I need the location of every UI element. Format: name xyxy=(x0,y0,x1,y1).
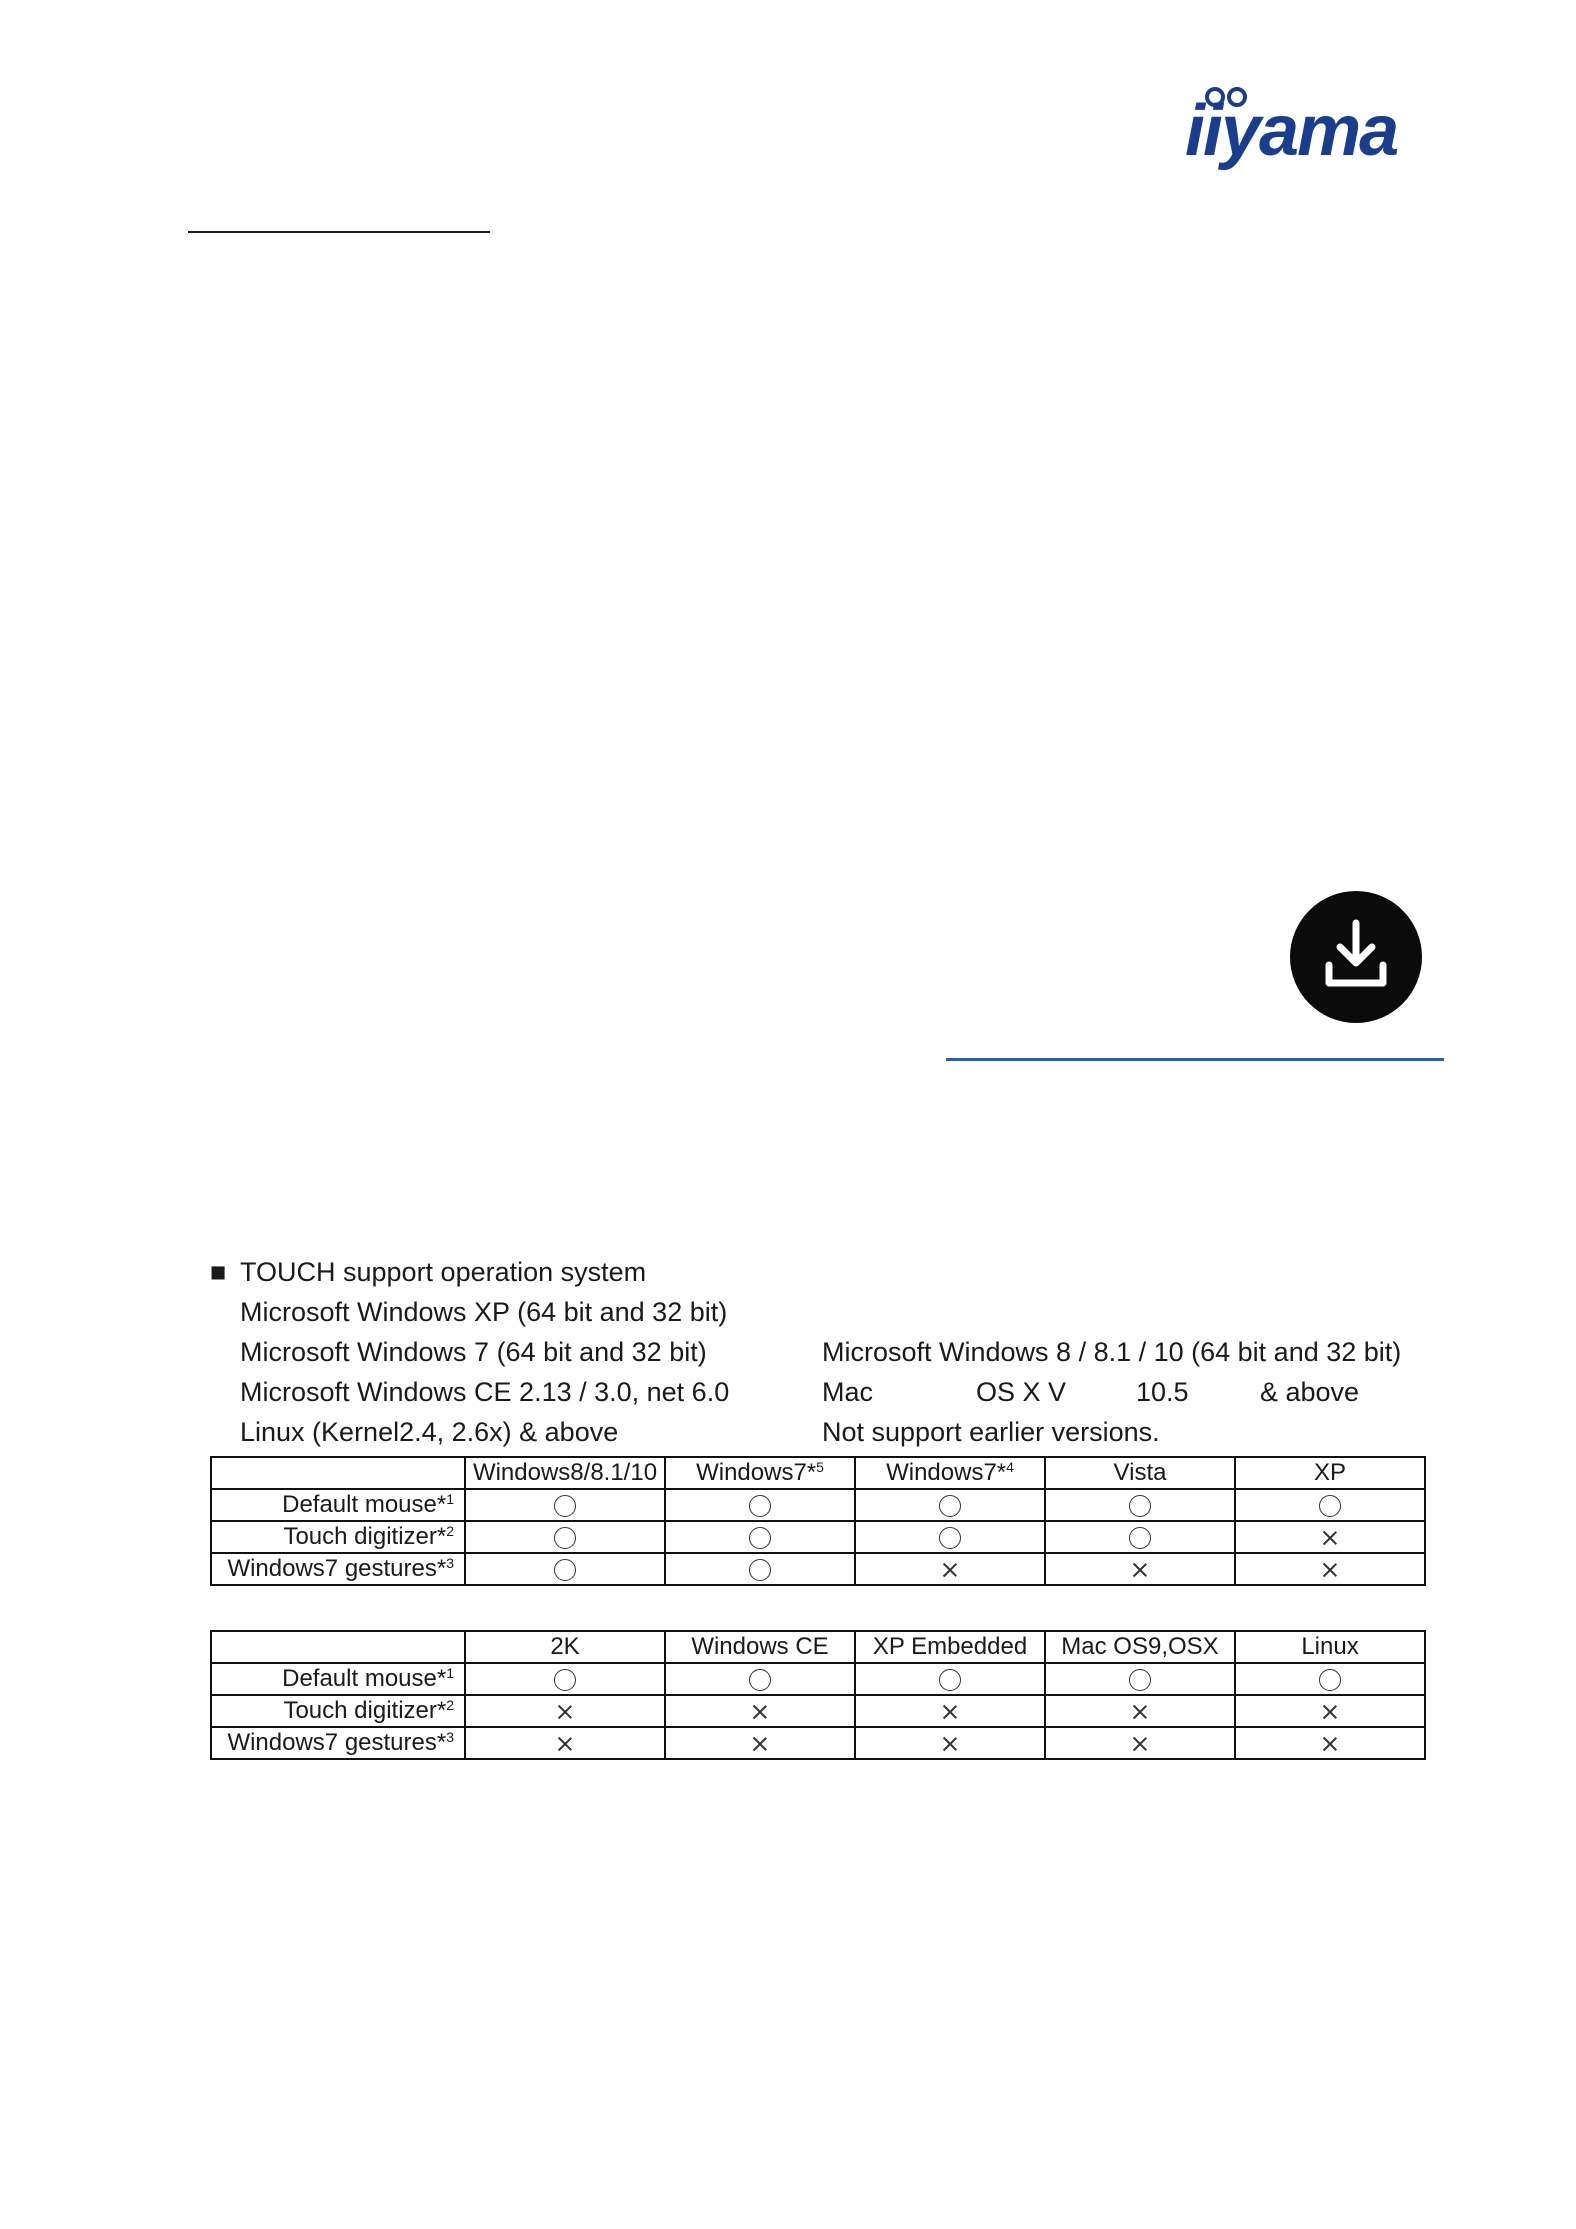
os-table-2 xyxy=(210,1630,1426,1760)
table-row xyxy=(211,1727,1425,1759)
column-header: Windows7*$^5$ xyxy=(665,1457,855,1489)
support-cell xyxy=(665,1489,855,1521)
supported-circle-icon xyxy=(1319,1669,1341,1691)
table-row xyxy=(211,1489,1425,1521)
unsupported-cross-icon xyxy=(555,1702,575,1722)
unsupported-cross-icon xyxy=(1320,1702,1340,1722)
supported-circle-icon xyxy=(1129,1495,1151,1517)
column-header: Vista xyxy=(1045,1457,1235,1489)
spec-note: Not support earlier versions. xyxy=(822,1417,1160,1447)
support-cell xyxy=(1235,1521,1425,1553)
table-corner-cell xyxy=(211,1631,465,1663)
row-label: Touch digitizer*$^2$ xyxy=(211,1521,465,1553)
table-header-row xyxy=(211,1631,1425,1663)
support-cell xyxy=(855,1489,1045,1521)
support-cell xyxy=(465,1489,665,1521)
supported-circle-icon xyxy=(749,1669,771,1691)
spec-line-win7: Microsoft Windows 7 (64 bit and 32 bit) xyxy=(240,1337,707,1367)
download-button[interactable] xyxy=(1290,891,1422,1023)
spec-line-linux: Linux (Kernel2.4, 2.6x) & above xyxy=(240,1417,619,1447)
support-cell xyxy=(1045,1695,1235,1727)
supported-circle-icon xyxy=(554,1527,576,1549)
support-cell xyxy=(1045,1727,1235,1759)
unsupported-cross-icon xyxy=(940,1734,960,1754)
unsupported-cross-icon xyxy=(1130,1560,1150,1580)
column-header: Windows8/8.1/10 xyxy=(465,1457,665,1489)
support-cell xyxy=(855,1727,1045,1759)
column-header: Mac OS9,OSX xyxy=(1045,1631,1235,1663)
spec-line-winxp: Microsoft Windows XP (64 bit and 32 bit) xyxy=(240,1297,728,1327)
row-label: Default mouse*$^1$ xyxy=(211,1489,465,1521)
support-cell xyxy=(855,1521,1045,1553)
supported-circle-icon xyxy=(939,1527,961,1549)
column-header: Linux xyxy=(1235,1631,1425,1663)
spec-line-wince: Microsoft Windows CE 2.13 / 3.0, net 6.0 xyxy=(240,1377,730,1407)
support-cell xyxy=(1235,1553,1425,1585)
supported-circle-icon xyxy=(939,1669,961,1691)
support-cell xyxy=(1235,1489,1425,1521)
unsupported-cross-icon xyxy=(1320,1560,1340,1580)
support-cell xyxy=(665,1727,855,1759)
column-header: XP Embedded xyxy=(855,1631,1045,1663)
unsupported-cross-icon xyxy=(1320,1528,1340,1548)
row-label: Touch digitizer*$^2$ xyxy=(211,1695,465,1727)
logo-text: iiyama xyxy=(1185,91,1398,171)
supported-circle-icon xyxy=(1129,1669,1151,1691)
unsupported-cross-icon xyxy=(1320,1734,1340,1754)
column-header: 2K xyxy=(465,1631,665,1663)
unsupported-cross-icon xyxy=(1130,1702,1150,1722)
table-row xyxy=(211,1521,1425,1553)
support-cell xyxy=(465,1663,665,1695)
support-cell xyxy=(665,1553,855,1585)
supported-circle-icon xyxy=(554,1669,576,1691)
row-label: Windows7 gestures*$^3$ xyxy=(211,1727,465,1759)
table-header-row xyxy=(211,1457,1425,1489)
iiyama-logo xyxy=(1185,92,1445,170)
touch-os-spec xyxy=(210,1252,1450,1452)
support-cell xyxy=(465,1727,665,1759)
column-header: XP xyxy=(1235,1457,1425,1489)
support-cell xyxy=(665,1521,855,1553)
support-cell xyxy=(1045,1521,1235,1553)
spec-line-win8: Microsoft Windows 8 / 8.1 / 10 (64 bit and 32 bit) xyxy=(822,1337,1402,1367)
row-label: Default mouse*$^1$ xyxy=(211,1663,465,1695)
support-cell xyxy=(855,1553,1045,1585)
support-cell xyxy=(665,1663,855,1695)
header-divider xyxy=(188,231,490,233)
unsupported-cross-icon xyxy=(940,1560,960,1580)
support-cell xyxy=(855,1663,1045,1695)
bullet-square: ■ xyxy=(210,1257,227,1287)
column-header: Windows7*$^4$ xyxy=(855,1457,1045,1489)
support-cell xyxy=(465,1521,665,1553)
supported-circle-icon xyxy=(1319,1495,1341,1517)
unsupported-cross-icon xyxy=(750,1702,770,1722)
supported-circle-icon xyxy=(749,1527,771,1549)
support-cell xyxy=(665,1695,855,1727)
os-table-1 xyxy=(210,1456,1426,1586)
supported-circle-icon xyxy=(749,1495,771,1517)
unsupported-cross-icon xyxy=(1130,1734,1150,1754)
unsupported-cross-icon xyxy=(555,1734,575,1754)
table-row xyxy=(211,1553,1425,1585)
download-icon xyxy=(1324,919,1388,991)
row-label: Windows7 gestures*$^3$ xyxy=(211,1553,465,1585)
spec-mac-version: 10.5 xyxy=(1136,1377,1189,1407)
unsupported-cross-icon xyxy=(940,1702,960,1722)
spec-mac-label: Mac xyxy=(822,1377,874,1407)
support-cell xyxy=(855,1695,1045,1727)
supported-circle-icon xyxy=(554,1559,576,1581)
supported-circle-icon xyxy=(939,1495,961,1517)
table-row xyxy=(211,1695,1425,1727)
unsupported-cross-icon xyxy=(750,1734,770,1754)
table-corner-cell xyxy=(211,1457,465,1489)
download-link-underline[interactable] xyxy=(946,1058,1444,1061)
supported-circle-icon xyxy=(749,1559,771,1581)
support-cell xyxy=(1045,1663,1235,1695)
column-header: Windows CE xyxy=(665,1631,855,1663)
support-cell xyxy=(1235,1663,1425,1695)
support-cell xyxy=(465,1695,665,1727)
support-cell xyxy=(465,1553,665,1585)
support-cell xyxy=(1235,1727,1425,1759)
spec-mac-os: OS X V xyxy=(976,1377,1067,1407)
table-row xyxy=(211,1663,1425,1695)
supported-circle-icon xyxy=(554,1495,576,1517)
support-cell xyxy=(1045,1489,1235,1521)
spec-heading: TOUCH support operation system xyxy=(240,1257,647,1287)
supported-circle-icon xyxy=(1129,1527,1151,1549)
support-cell xyxy=(1235,1695,1425,1727)
support-cell xyxy=(1045,1553,1235,1585)
spec-mac-above: & above xyxy=(1260,1377,1360,1407)
